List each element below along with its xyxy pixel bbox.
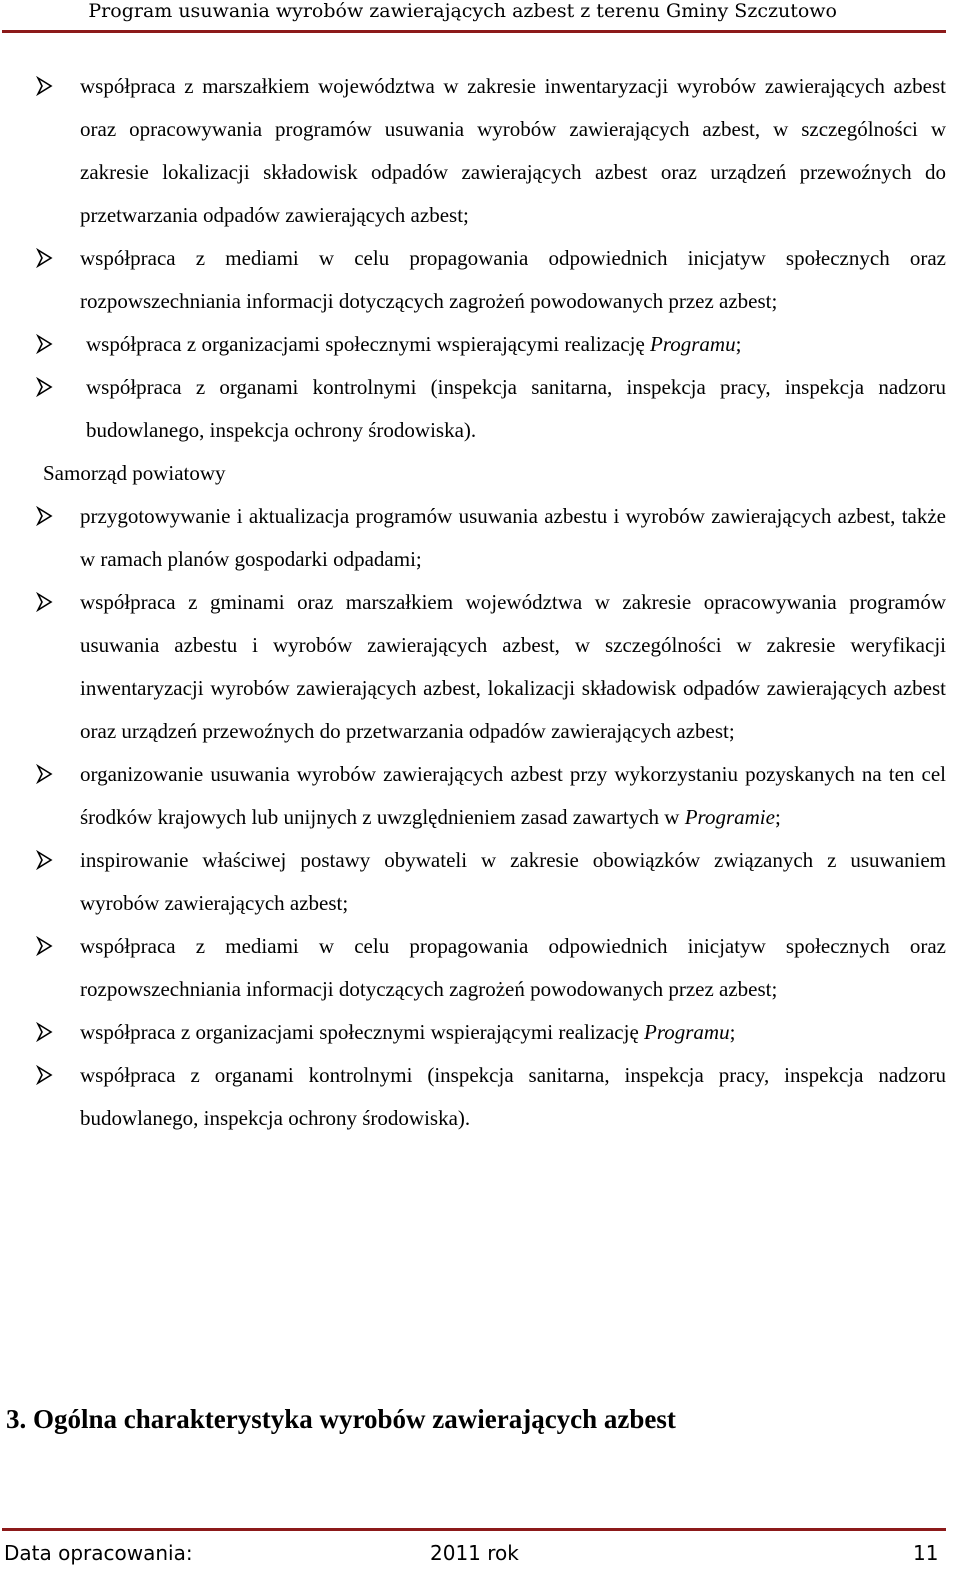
list-item-text: współpraca z organami kontrolnymi (inspekcja sanitarna, inspekcja pracy, inspekcja nadzoru budowlanego, inspekcja ochrony środowiska). xyxy=(86,375,946,442)
list-item xyxy=(6,1011,946,1054)
list-item-text: współpraca z mediami w celu propagowania odpowiednich inicjatyw społecznych oraz rozpowszechniania informacji dotyczących zagrożeń powodowanych przez azbest; xyxy=(80,246,946,313)
list-item xyxy=(6,839,946,925)
list-item xyxy=(6,753,946,839)
program-emphasis: Programu xyxy=(650,332,736,356)
list-item xyxy=(6,581,946,753)
arrow-bullet-icon xyxy=(36,753,60,796)
arrow-bullet-icon xyxy=(36,323,60,366)
section-subheading: Samorząd powiatowy xyxy=(43,461,226,485)
arrow-bullet-icon xyxy=(36,366,60,409)
list-item xyxy=(6,495,946,581)
list-item-punctuation: ; xyxy=(735,332,742,356)
list-item xyxy=(6,925,946,1011)
document-body xyxy=(6,65,946,1140)
list-item-text: współpraca z marszałkiem województwa w zakresie inwentaryzacji wyrobów zawierających azbest oraz opracowywania programów usuwania wyrobów zawierających azbest, w szczególności w zakresie lokalizacji składowisk odpadów zawierających azbest oraz urządzeń przewoźnych do przetwarzania odpadów zawierających azbest; xyxy=(80,74,946,227)
list-item xyxy=(6,237,946,323)
arrow-bullet-icon xyxy=(36,839,60,882)
list-item-text: współpraca z organizacjami społecznymi wspierającymi realizację xyxy=(80,1020,645,1044)
arrow-bullet-icon xyxy=(36,495,60,538)
list-item-text: współpraca z mediami w celu propagowania odpowiednich inicjatyw społecznych oraz rozpowszechniania informacji dotyczących zagrożeń powodowanych przez azbest; xyxy=(80,934,946,1001)
list-item-text: organizowanie usuwania wyrobów zawierających azbest przy wykorzystaniu pozyskanych na ten cel środków krajowych lub unijnych z uwzględnieniem zasad zawartych w xyxy=(80,762,946,829)
footer-year: 2011 rok xyxy=(430,1541,519,1565)
list-item-text: inspirowanie właściwej postawy obywateli w zakresie obowiązków związanych z usuwaniem wyrobów zawierających azbest; xyxy=(80,848,946,915)
arrow-bullet-icon xyxy=(36,237,60,280)
footer-rule xyxy=(2,1528,946,1531)
arrow-bullet-icon xyxy=(36,925,60,968)
arrow-bullet-icon xyxy=(36,1011,60,1054)
header-rule xyxy=(2,30,946,33)
section-heading: 3. Ogólna charakterystyka wyrobów zawierających azbest xyxy=(6,1404,676,1434)
arrow-bullet-icon xyxy=(36,65,60,108)
list-item xyxy=(6,65,946,237)
running-header xyxy=(0,0,960,22)
footer-date-label: Data opracowania: xyxy=(4,1541,193,1565)
program-emphasis: Programie xyxy=(684,805,775,829)
document-title: Program usuwania wyrobów zawierających azbest z terenu Gminy Szczutowo xyxy=(88,0,837,22)
list-item-text: przygotowywanie i aktualizacja programów usuwania azbestu i wyrobów zawierających azbest, także w ramach planów gospodarki odpadami; xyxy=(80,504,946,571)
page-number: 11 xyxy=(913,1541,939,1565)
program-emphasis: Programu xyxy=(644,1020,730,1044)
list-item xyxy=(6,366,946,452)
arrow-bullet-icon xyxy=(36,1054,60,1097)
list-item xyxy=(6,323,946,366)
list-item-text: współpraca z organami kontrolnymi (inspekcja sanitarna, inspekcja pracy, inspekcja nadzoru budowlanego, inspekcja ochrony środowiska). xyxy=(80,1063,946,1130)
arrow-bullet-icon xyxy=(36,581,60,624)
list-item-text: współpraca z organizacjami społecznymi wspierającymi realizację xyxy=(86,332,651,356)
list-item-punctuation: ; xyxy=(729,1020,736,1044)
list-item xyxy=(6,1054,946,1140)
list-item-punctuation: ; xyxy=(774,805,781,829)
list-item-text: współpraca z gminami oraz marszałkiem województwa w zakresie opracowywania programów usuwania azbestu i wyrobów zawierających azbest, w szczególności w zakresie weryfikacji inwentaryzacji wyrobów zawierających azbest, lokalizacji składowisk odpadów zawierających azbest oraz urządzeń przewoźnych do przetwarzania odpadów zawierających azbest; xyxy=(80,590,946,743)
